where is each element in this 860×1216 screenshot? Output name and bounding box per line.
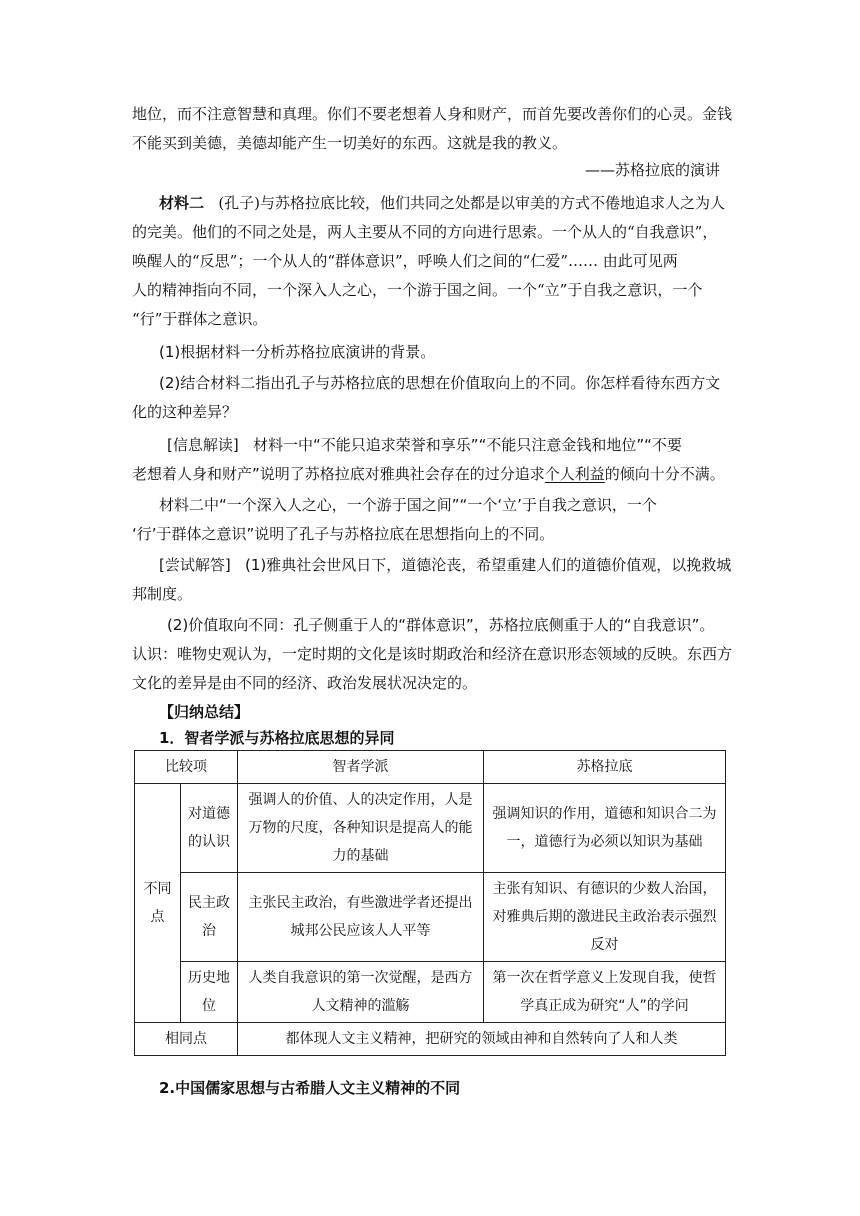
paragraph-line: 的完美。他们的不同之处是，两人主要从不同的方向进行思索。一个从人的“自我意识”， (132, 223, 718, 241)
row-item: 对道德的认识 (181, 784, 238, 873)
paragraph-text: 材料一中“不能只追求荣誉和享乐”“不能只注意金钱和地位”“不要 (253, 436, 682, 454)
paragraph-text: (1)雅典社会世风日下，道德沦丧，希望重建人们的道德价值观，以挽救城 (245, 556, 732, 574)
table-row-same (135, 1023, 726, 1056)
row-socrates-cell: 主张有知识、有德识的少数人治国，对雅典后期的激进民主政治表示强烈反对 (484, 873, 726, 962)
question-two-line: 化的这种差异？ (132, 403, 238, 421)
row-sophist-cell: 人类自我意识的第一次觉醒，是西方人文精神的滥觞 (238, 962, 484, 1023)
header-compare-item: 比较项 (135, 751, 238, 784)
paragraph-text: 的倾向十分不满。 (604, 465, 725, 483)
group-label-differences: 不同点 (135, 784, 181, 1023)
paragraph-text: 老想着人身和财产”说明了苏格拉底对雅典社会存在的过分追求 (132, 465, 545, 483)
row-item: 历史地位 (181, 962, 238, 1023)
info-reading-first-line (167, 435, 682, 455)
row-item: 民主政治 (181, 873, 238, 962)
paragraph-line: “行”于群体之意识。 (132, 310, 268, 328)
same-text: 都体现人文主义精神，把研究的领域由神和自然转向了人和人类 (238, 1023, 726, 1056)
row-socrates-cell: 第一次在哲学意义上发现自我，使哲学真正成为研究“人”的学问 (484, 962, 726, 1023)
table-row (135, 873, 726, 962)
underlined-term: 个人利益 (544, 465, 605, 483)
same-label: 相同点 (135, 1023, 238, 1056)
question-one: (1)根据材料一分析苏格拉底演讲的背景。 (159, 343, 436, 361)
answer-line: 邦制度。 (132, 585, 193, 603)
info-reading-line: ‘行’于群体之意识”说明了孔子与苏格拉底在思想指向上的不同。 (132, 525, 555, 543)
paragraph-text: (孔子)与苏格拉底比较，他们共同之处都是以审美的方式不倦地追求人之为人 (218, 194, 726, 212)
answer-line: (2)价值取向不同：孔子侧重于人的“群体意识”，苏格拉底侧重于人的“自我意识”。 (167, 616, 715, 634)
attribution: ——苏格拉底的演讲 (585, 161, 721, 179)
summary-heading: 【归纳总结】 (159, 703, 250, 721)
row-sophist-cell: 强调人的价值、人的决定作用，人是万物的尺度，各种知识是提高人的能力的基础 (238, 784, 484, 873)
paragraph-line: 人的精神指向不同，一个深入人之心，一个游于国之间。一个“立”于自我之意识，一个 (132, 281, 703, 299)
section-heading-2: 2.中国儒家思想与古希腊人文主义精神的不同 (159, 1079, 461, 1097)
info-reading-label: [信息解读] (167, 436, 239, 454)
answer-first-line (159, 555, 731, 575)
row-sophist-cell: 主张民主政治，有些激进学者还提出城邦公民应该人人平等 (238, 873, 484, 962)
paragraph-line: 不能买到美德，美德却能产生一切美好的东西。这就是我的教义。 (132, 134, 568, 152)
question-two-line: (2)结合材料二指出孔子与苏格拉底的思想在价值取向上的不同。你怎样看待东西方文 (159, 374, 721, 392)
header-socrates: 苏格拉底 (484, 751, 726, 784)
section-heading-1: 1．智者学派与苏格拉底思想的异同 (159, 729, 395, 747)
answer-line: 文化的差异是由不同的经济、政治发展状况决定的。 (132, 674, 478, 692)
info-reading-line (132, 464, 725, 484)
material-two-label: 材料二 (159, 194, 205, 212)
info-reading-line: 材料二中“一个深入人之心，一个游于国之间”“一个‘立’于自我之意识，一个 (159, 496, 657, 514)
table-header-row (135, 751, 726, 784)
answer-label: [尝试解答] (159, 556, 231, 574)
table-row (135, 784, 726, 873)
paragraph-line: 唤醒人的“反思”；一个从人的“群体意识”，呼唤人们之间的“仁爱”…… 由此可见两 (132, 252, 678, 270)
material-two-first-line (159, 193, 725, 213)
header-sophists: 智者学派 (238, 751, 484, 784)
comparison-table (134, 750, 726, 1056)
answer-line: 认识：唯物史观认为，一定时期的文化是该时期政治和经济在意识形态领域的反映。东西方 (132, 645, 733, 663)
table-row (135, 962, 726, 1023)
paragraph-line: 地位，而不注意智慧和真理。你们不要老想着人身和财产，而首先要改善你们的心灵。金钱 (132, 105, 733, 123)
row-socrates-cell: 强调知识的作用，道德和知识合二为一，道德行为必须以知识为基础 (484, 784, 726, 873)
